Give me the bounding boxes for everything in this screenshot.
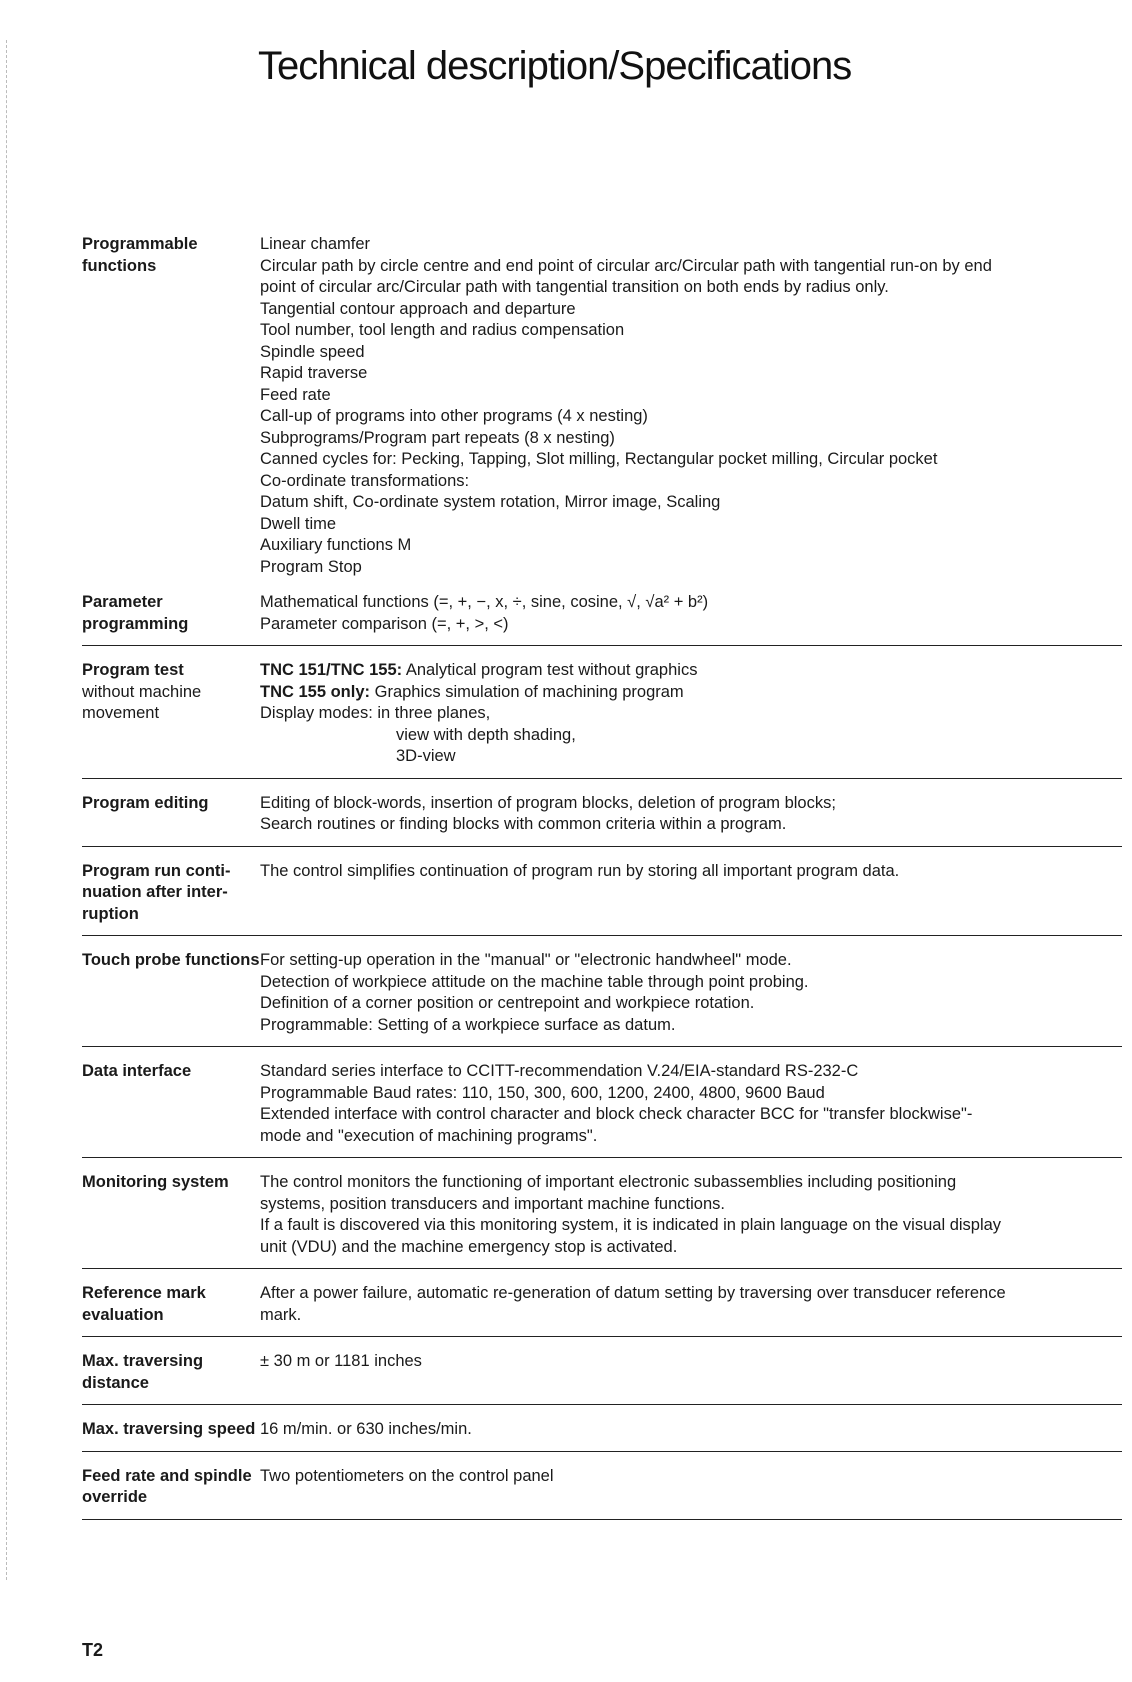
spec-label-main: Programmable functions	[82, 235, 198, 275]
spec-row-max-traversing-distance	[82, 1347, 1122, 1405]
spec-label-main: Data interface	[82, 1062, 192, 1080]
spec-label	[82, 1419, 260, 1441]
spec-line: Standard series interface to CCITT-recommendation V.24/EIA-standard RS-232-C	[260, 1062, 859, 1080]
spec-line: The control simplifies continuation of program run by storing all important program data.	[260, 861, 900, 880]
spec-label	[82, 1466, 260, 1509]
spec-line: Program Stop	[260, 557, 362, 576]
spec-label-main: Reference mark evaluation	[82, 1284, 206, 1324]
spec-line: Linear chamfer	[260, 235, 371, 253]
spec-line: Dwell time	[260, 514, 337, 533]
spec-content	[260, 234, 1122, 578]
spec-label	[82, 1172, 260, 1258]
spec-row-program-editing	[82, 789, 1122, 847]
spec-content	[260, 1172, 1122, 1258]
spec-label	[82, 793, 260, 836]
spec-line: 3D-view	[396, 747, 456, 765]
spec-content	[260, 1419, 1122, 1441]
spec-label	[82, 950, 260, 1036]
spec-line: Extended interface with control character and block check character BCC for "transfer blockwise"-	[260, 1105, 973, 1123]
spec-label-main: Feed rate and spindle override	[82, 1466, 252, 1506]
spec-label-sub: without machine movement	[82, 682, 202, 722]
spec-line: Subprograms/Program part repeats (8 x nesting)	[260, 428, 615, 447]
spec-label	[82, 1283, 260, 1326]
spec-line: view with depth shading,	[396, 725, 576, 744]
spec-row-reference-mark-evaluation	[82, 1279, 1122, 1337]
spec-row-data-interface	[82, 1057, 1122, 1158]
spec-row-monitoring-system	[82, 1168, 1122, 1269]
spec-line: ± 30 m or 1181 inches	[260, 1352, 422, 1370]
spec-line: Two potentiometers on the control panel	[260, 1466, 554, 1485]
spec-content	[260, 950, 1122, 1036]
spec-label-main: Monitoring system	[82, 1173, 229, 1191]
spec-content	[260, 592, 1122, 635]
page-number: T2	[82, 1640, 104, 1660]
spec-label	[82, 234, 260, 578]
spec-line-text: Analytical program test without graphics	[402, 661, 698, 679]
spec-line: mode and "execution of machining programs".	[260, 1126, 598, 1145]
spec-label	[82, 660, 260, 768]
spec-label-main: Program run conti- nuation after inter- ruption	[82, 861, 231, 923]
spec-row-max-traversing-speed	[82, 1415, 1122, 1452]
spec-line: Datum shift, Co-ordinate system rotation, Mirror image, Scaling	[260, 493, 721, 511]
spec-line: point of circular arc/Circular path with tangential transition on both ends by radius only.	[260, 278, 889, 296]
spec-row-programmable-functions	[82, 230, 1122, 588]
page-title: Technical description/Specifications	[258, 44, 852, 88]
spec-line	[260, 682, 1122, 704]
spec-content	[260, 1061, 1122, 1147]
spec-line: Feed rate	[260, 385, 331, 404]
spec-row-touch-probe-functions	[82, 946, 1122, 1047]
spec-row-feed-rate-spindle-override	[82, 1462, 1122, 1520]
spec-label-main: Parameter programming	[82, 593, 189, 633]
spec-line: Detection of workpiece attitude on the machine table through point probing.	[260, 972, 809, 991]
spec-line: Circular path by circle centre and end point of circular arc/Circular path with tangential run-on by end	[260, 256, 992, 275]
margin-dash-line	[6, 40, 7, 1580]
spec-label-main: Max. traversing speed	[82, 1420, 256, 1438]
spec-line: After a power failure, automatic re-generation of datum setting by traversing over transducer reference	[260, 1284, 1006, 1302]
spec-row-program-test	[82, 656, 1122, 779]
spec-line: Programmable: Setting of a workpiece surface as datum.	[260, 1015, 676, 1034]
spec-line: mark.	[260, 1305, 302, 1324]
spec-line-bold: TNC 155 only:	[260, 682, 371, 701]
spec-row-parameter-programming	[82, 588, 1122, 646]
spec-line: Editing of block-words, insertion of program blocks, deletion of program blocks;	[260, 793, 836, 812]
spec-line: Parameter comparison (=, +, >, <)	[260, 614, 509, 633]
spec-table	[82, 230, 1122, 1530]
spec-line-bold: TNC 151/TNC 155:	[260, 661, 403, 679]
spec-content	[260, 1466, 1122, 1509]
spec-content	[260, 660, 1122, 768]
spec-line: If a fault is discovered via this monitoring system, it is indicated in plain language on the visual display	[260, 1216, 1002, 1234]
spec-content	[260, 793, 1122, 836]
spec-line: Search routines or finding blocks with common criteria within a program.	[260, 815, 787, 833]
spec-label	[82, 1351, 260, 1394]
spec-label-main: Max. traversing distance	[82, 1352, 204, 1392]
spec-line: The control monitors the functioning of important electronic subassemblies including positioning	[260, 1173, 957, 1191]
spec-line: Programmable Baud rates: 110, 150, 300, 600, 1200, 2400, 4800, 9600 Baud	[260, 1083, 825, 1102]
spec-line: 16 m/min. or 630 inches/min.	[260, 1420, 472, 1438]
spec-label	[82, 592, 260, 635]
spec-label	[82, 861, 260, 926]
spec-row-program-run-continuation	[82, 857, 1122, 937]
spec-line: Tangential contour approach and departure	[260, 299, 576, 318]
spec-line: Rapid traverse	[260, 364, 368, 382]
spec-label-main: Program editing	[82, 793, 209, 812]
spec-line: Definition of a corner position or centrepoint and workpiece rotation.	[260, 994, 755, 1012]
spec-line: Spindle speed	[260, 342, 365, 361]
spec-line: Display modes: in three planes,	[260, 704, 491, 722]
spec-label	[82, 1061, 260, 1147]
spec-line	[260, 660, 1122, 682]
spec-line: Co-ordinate transformations:	[260, 471, 470, 490]
spec-line: Call-up of programs into other programs (4 x nesting)	[260, 407, 648, 425]
spec-line: systems, position transducers and important machine functions.	[260, 1194, 725, 1213]
spec-content	[260, 861, 1122, 926]
spec-line: For setting-up operation in the "manual" or "electronic handwheel" mode.	[260, 951, 792, 969]
spec-content	[260, 1351, 1122, 1394]
spec-line: Mathematical functions (=, +, −, x, ÷, sine, cosine, √, √a² + b²)	[260, 593, 709, 611]
spec-line: Canned cycles for: Pecking, Tapping, Slot milling, Rectangular pocket milling, Circular pocket	[260, 450, 938, 468]
spec-line-text: Graphics simulation of machining program	[370, 682, 684, 701]
spec-line: Tool number, tool length and radius compensation	[260, 321, 625, 339]
spec-label-main: Touch probe functions	[82, 951, 260, 969]
spec-line: unit (VDU) and the machine emergency stop is activated.	[260, 1237, 678, 1256]
spec-label-main: Program test	[82, 661, 184, 679]
spec-line: Auxiliary functions M	[260, 536, 412, 554]
spec-content	[260, 1283, 1122, 1326]
